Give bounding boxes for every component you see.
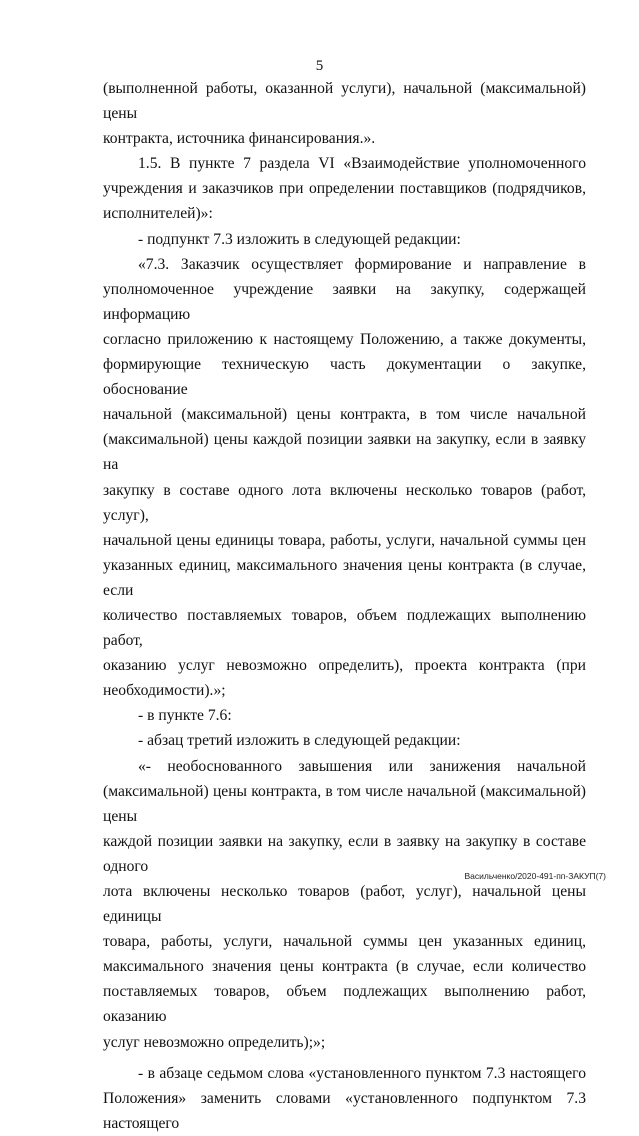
quoted-paragraph-line: «- необоснованного завышения или занижения начальной — [138, 757, 586, 775]
text-line: поставляемых товаров, объем подлежащих выполнению работ, оказанию — [103, 983, 586, 1026]
instruction-line: - в пункте 7.6: — [138, 707, 232, 725]
text-line: (выполненной работы, оказанной услуги), начальной (максимальной) цены — [103, 80, 586, 123]
clause-1-5-heading-line: 1.5. В пункте 7 раздела VI «Взаимодействие уполномоченного — [138, 155, 586, 173]
text-line: товара, работы, услуги, начальной суммы цен указанных единиц, — [103, 933, 586, 951]
text-line: лота включены несколько товаров (работ, услуг), начальной цены единицы — [103, 883, 586, 926]
text-line: оказанию услуг невозможно определить), проекта контракта (при — [103, 657, 586, 675]
instruction-line: - в абзаце седьмом слова «установленного пунктом 7.3 настоящего — [138, 1064, 586, 1082]
text-line: количество поставляемых товаров, объем подлежащих выполнению работ, — [103, 606, 586, 650]
document-reference-footer: Васильченко/2020-491-пп-ЗАКУП(7) — [464, 871, 606, 881]
text-line: закупку в составе одного лота включены несколько товаров (работ, услуг), — [103, 481, 586, 524]
text-line: необходимости).»; — [103, 682, 226, 700]
text-line: услуг невозможно определить);»; — [103, 1033, 326, 1051]
text-line: согласно приложению к настоящему Положению, а также документы, — [103, 330, 586, 348]
quoted-clause-line: «7.3. Заказчик осуществляет формирование и направление в — [138, 255, 586, 273]
text-line: учреждения и заказчиков при определении поставщиков (подрядчиков, — [103, 180, 586, 198]
text-line: исполнителей)»: — [103, 205, 213, 223]
text-line: (максимальной) цены контракта, в том числе начальной (максимальной) цены — [103, 782, 586, 825]
text-line: (максимальной) цены каждой позиции заявки на закупку, если в заявку на — [103, 431, 586, 474]
text-line: контракта, источника финансирования.». — [103, 130, 376, 148]
text-line: начальной цены единицы товара, работы, услуги, начальной суммы цен — [103, 531, 586, 549]
text-line: максимального значения цены контракта (в случае, если количество — [103, 958, 586, 976]
text-line: Положения» заменить словами «установленного подпунктом 7.3 настоящего — [103, 1089, 586, 1132]
page-number: 5 — [315, 58, 324, 74]
instruction-line: - абзац третий изложить в следующей редакции: — [138, 732, 461, 750]
text-line: начальной (максимальной) цены контракта, в том числе начальной — [103, 406, 586, 424]
text-line: указанных единиц, максимального значения цены контракта (в случае, если — [103, 556, 586, 599]
text-line: уполномоченное учреждение заявки на закупку, содержащей информацию — [103, 280, 586, 323]
document-body — [103, 76, 586, 1136]
instruction-line: - подпункт 7.3 изложить в следующей редакции: — [138, 230, 461, 248]
text-line: каждой позиции заявки на закупку, если в заявку на закупку в составе одного — [103, 832, 586, 875]
text-line: формирующие техническую часть документации о закупке, обоснование — [103, 356, 586, 399]
